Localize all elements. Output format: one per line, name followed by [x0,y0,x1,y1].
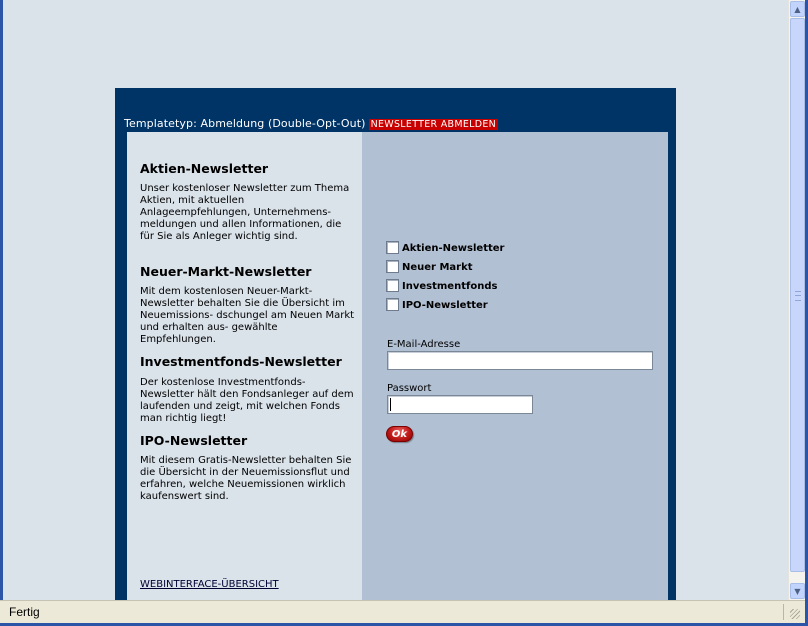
newsletter-desc-neuer-markt: Mit dem kostenlosen Neuer-Markt-Newsletter behalten Sie die Übersicht im Neuemissions- dschungel am Neuen Markt und erhalten aus- gewählte Empfehlungen. [140,286,355,345]
email-field[interactable] [387,351,653,370]
newsletter-title-ipo: IPO-Newsletter [140,433,248,448]
checkbox-label-neuer-markt[interactable]: Neuer Markt [402,262,473,273]
scrollbar-thumb[interactable] [790,18,805,572]
newsletter-title-aktien: Aktien-Newsletter [140,161,269,176]
status-bar [0,600,805,623]
checkbox-label-ipo[interactable]: IPO-Newsletter [402,300,488,311]
resize-grip-icon[interactable] [790,609,800,619]
newsletter-desc-aktien: Unser kostenloser Newsletter zum Thema Aktien, mit aktuellen Anlageempfehlungen, Unternehmens- meldungen und allen Informationen, die für Sie als Anleger wichtig sind. [140,183,350,242]
checkbox-ipo-newsletter[interactable] [386,298,399,311]
newsletter-container [115,88,676,600]
newsletter-title-investmentfonds: Investmentfonds-Newsletter [140,354,342,369]
checkbox-label-aktien[interactable]: Aktien-Newsletter [402,243,505,254]
text-caret [390,398,391,411]
email-label: E-Mail-Adresse [387,339,461,350]
newsletter-unsubscribe-badge: NEWSLETTER ABMELDEN [370,119,497,130]
checkbox-investmentfonds[interactable] [386,279,399,292]
arrow-up-icon[interactable]: ▲ [790,1,805,17]
password-field[interactable] [387,395,533,414]
status-text: Fertig [9,605,40,619]
window-frame-left [0,0,3,600]
newsletter-title-neuer-markt: Neuer-Markt-Newsletter [140,264,312,279]
newsletter-desc-ipo: Mit diesem Gratis-Newsletter behalten Sie die Übersicht in der Neuemissionsflut und erfahren, welche Neuemissionen wirklich kaufenswert sind. [140,455,352,502]
vertical-scrollbar[interactable] [788,0,806,600]
checkbox-label-investmentfonds[interactable]: Investmentfonds [402,281,498,292]
arrow-down-icon[interactable]: ▼ [790,583,805,599]
newsletter-desc-investmentfonds: Der kostenlose Investmentfonds-Newsletter hält den Fondsanleger auf dem laufenden und zeigt, mit welchen Fonds man richtig liegt! [140,377,354,424]
template-type-line [124,117,498,130]
password-label: Passwort [387,383,432,394]
webinterface-overview-link[interactable]: WEBINTERFACE-ÜBERSICHT [140,579,279,590]
status-divider [783,604,784,620]
ok-button[interactable]: Ok [386,426,413,442]
unsubscribe-form-panel [362,132,668,600]
checkbox-neuer-markt[interactable] [386,260,399,273]
grip-icon [795,291,801,301]
checkbox-aktien-newsletter[interactable] [386,241,399,254]
newsletter-descriptions-panel [127,132,362,600]
template-type-label: Templatetyp: Abmeldung (Double-Opt-Out) [124,117,366,130]
